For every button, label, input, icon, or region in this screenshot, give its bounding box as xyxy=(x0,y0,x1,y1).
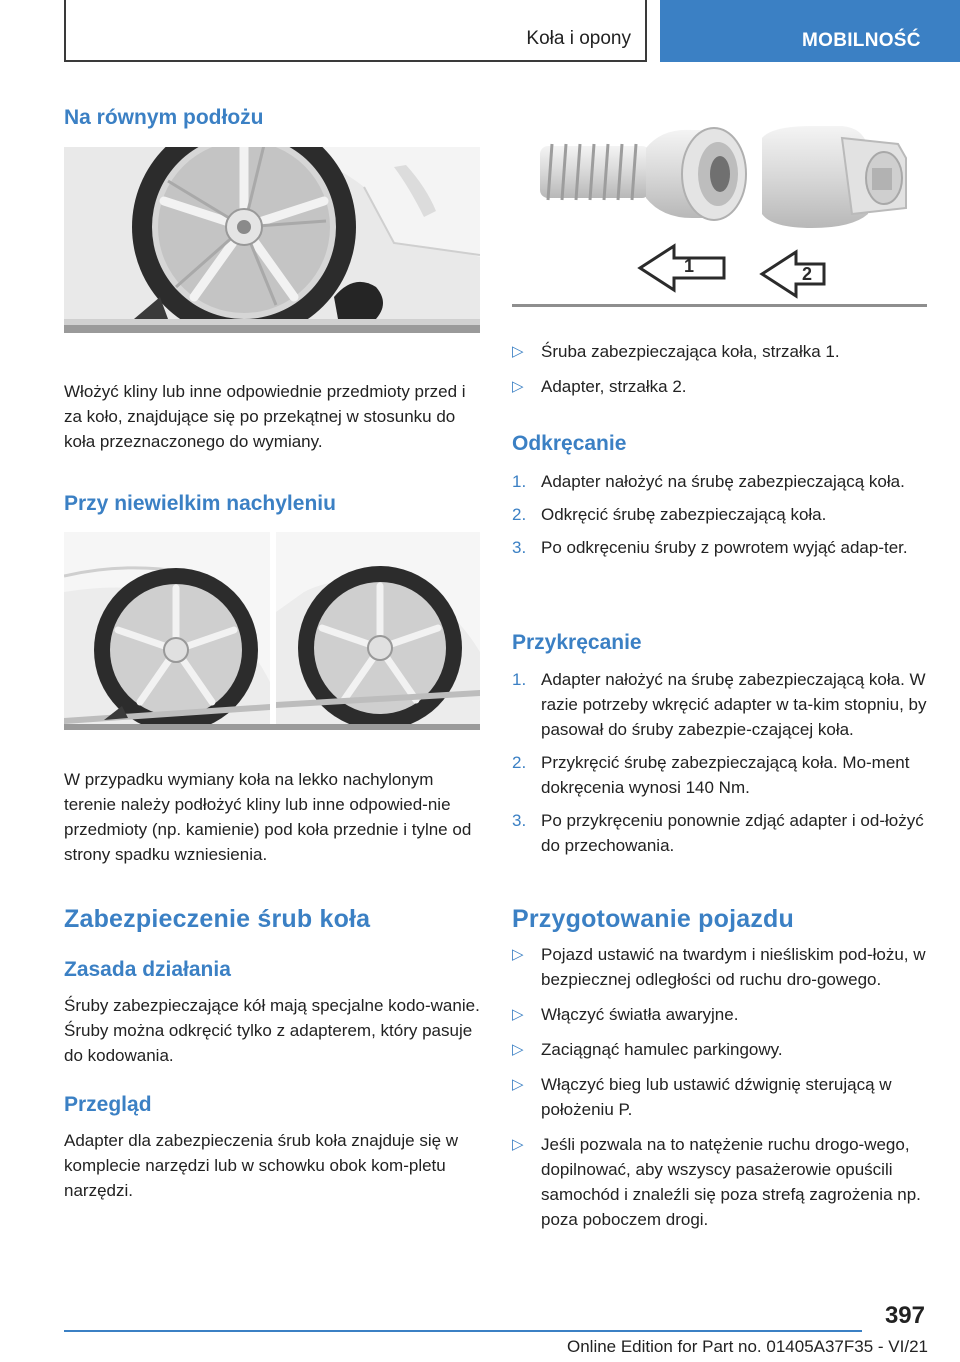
heading-slight-slope: Przy niewielkim nachyleniu xyxy=(64,492,336,515)
paragraph-overview: Adapter dla zabezpieczenia śrub koła znajduje się w komplecie narzędzi lub w schowku obok kom-pletu narzędzi. xyxy=(64,1131,459,1200)
paragraph-slight-slope: W przypadku wymiany koła na lekko nachylonym terenie należy podłożyć kliny lub inne odpowied-nie przedmioty (np. kamienie) pod koła przednie i tylne od strony spadku wzniesienia. xyxy=(64,770,472,864)
list-item xyxy=(512,1002,927,1027)
step-text: Przykręcić śrubę zabezpieczającą koła. Mo-ment dokręcenia wynosi 140 Nm. xyxy=(541,753,910,797)
lock-bolt-adapter-illustration xyxy=(512,118,927,314)
step-text: Włączyć bieg lub ustawić dźwignię sterującą w położeniu P. xyxy=(541,1075,892,1119)
legend-item xyxy=(512,339,927,364)
triangle-right-outline-icon: ▷ xyxy=(512,1006,524,1023)
figure-label-2: 2 xyxy=(802,264,813,284)
heading-unscrew: Odkręcanie xyxy=(512,432,627,455)
list-item xyxy=(512,942,927,992)
triangle-right-outline-icon: ▷ xyxy=(512,378,524,395)
triangle-right-outline-icon: ▷ xyxy=(512,946,524,963)
step-text: Po odkręceniu śruby z powrotem wyjąć adap-ter. xyxy=(541,538,908,557)
footer-divider xyxy=(64,1330,862,1332)
screw-steps xyxy=(512,667,927,858)
step-number: 1. xyxy=(512,472,527,491)
paragraph-principle: Śruby zabezpieczające kół mają specjalne kodo-wanie. Śruby można odkręcić tylko z adapterem, który pasuje do kodowania. xyxy=(64,996,480,1065)
step-number: 3. xyxy=(512,811,527,830)
wheels-slope-illustration xyxy=(64,532,480,730)
list-item xyxy=(512,667,927,742)
list-item xyxy=(512,469,927,494)
page-number: 397 xyxy=(884,1302,925,1329)
list-item xyxy=(512,808,927,858)
heading-principle: Zasada działania xyxy=(64,958,231,981)
step-text: Jeśli pozwala na to natężenie ruchu drogo-wego, dopilnować, aby wszyscy pasażerowie opuścili samochód i znaleźli się poza strefą zagrożenia np. poza poboczem drogi. xyxy=(541,1135,921,1229)
heading-level-ground: Na równym podłożu xyxy=(64,106,264,129)
step-text: Po przykręceniu ponownie zdjąć adapter i od-łożyć do przechowania. xyxy=(541,811,924,855)
step-text: Odkręcić śrubę zabezpieczającą koła. xyxy=(541,505,827,524)
legend-item-text: Adapter, strzałka 2. xyxy=(541,377,687,396)
header-frame xyxy=(64,0,647,62)
legend-list xyxy=(512,339,927,399)
list-item xyxy=(512,1037,927,1062)
step-text: Włączyć światła awaryjne. xyxy=(541,1005,739,1024)
step-text: Zaciągnąć hamulec parkingowy. xyxy=(541,1040,783,1059)
triangle-right-outline-icon: ▷ xyxy=(512,1041,524,1058)
step-text: Adapter nałożyć na śrubę zabezpieczającą koła. xyxy=(541,472,905,491)
preparation-steps xyxy=(512,942,927,1232)
list-item xyxy=(512,502,927,527)
header-section-title: Koła i opony xyxy=(526,28,631,49)
triangle-right-outline-icon: ▷ xyxy=(512,1076,524,1093)
heading-overview: Przegląd xyxy=(64,1093,152,1116)
triangle-right-outline-icon: ▷ xyxy=(512,343,524,360)
paragraph-level-ground: Włożyć kliny lub inne odpowiednie przedmioty przed i za koło, znajdujące się po przekątnej w stosunku do koła przeznaczonego do wymiany. xyxy=(64,382,466,451)
wheel-flat-illustration xyxy=(64,147,480,333)
step-number: 2. xyxy=(512,505,527,524)
step-number: 1. xyxy=(512,670,527,689)
figure-wheels-slope xyxy=(64,532,480,730)
heading-screw: Przykręcanie xyxy=(512,631,642,654)
list-item xyxy=(512,1072,927,1122)
heading-vehicle-preparation: Przygotowanie pojazdu xyxy=(512,905,794,933)
unscrew-steps xyxy=(512,469,927,560)
triangle-right-outline-icon: ▷ xyxy=(512,1136,524,1153)
header-chapter-tab: MOBILNOŚĆ xyxy=(660,0,960,62)
step-number: 2. xyxy=(512,753,527,772)
step-text: Adapter nałożyć na śrubę zabezpieczającą koła. W razie potrzeby wkręcić adapter w ta-kim stopniu, by pasował do śruby zabezpie-czającej koła. xyxy=(541,670,927,739)
legend-item-text: Śruba zabezpieczająca koła, strzałka 1. xyxy=(541,342,840,361)
step-text: Pojazd ustawić na twardym i nieśliskim pod-łożu, w bezpiecznej odległości od ruchu dro-gowego. xyxy=(541,945,926,989)
figure-wheel-flat-ground xyxy=(64,147,480,333)
list-item xyxy=(512,535,927,560)
figure-lock-bolt-adapter xyxy=(512,118,927,314)
footer-edition: Online Edition for Part no. 01405A37F35 - VI/21 xyxy=(566,1337,928,1356)
list-item xyxy=(512,1132,927,1232)
heading-wheel-lock: Zabezpieczenie śrub koła xyxy=(64,905,371,933)
figure-label-1: 1 xyxy=(684,256,695,276)
legend-item xyxy=(512,374,927,399)
list-item xyxy=(512,750,927,800)
step-number: 3. xyxy=(512,538,527,557)
